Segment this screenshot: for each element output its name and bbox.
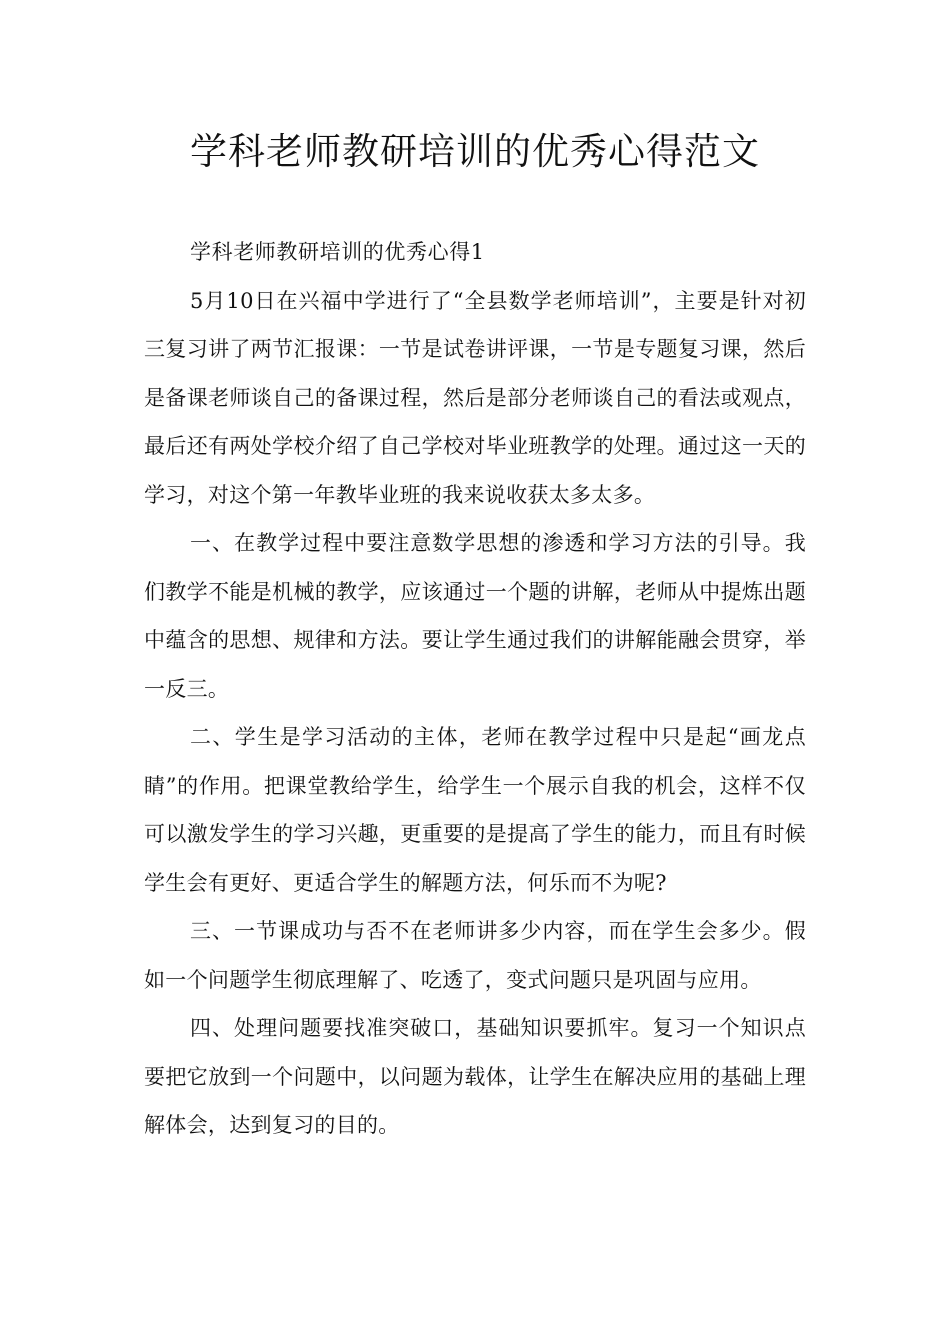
paragraph-point-3: 三、一节课成功与否不在老师讲多少内容，而在学生会多少。假如一个问题学生彻底理解了、吃透了，变式问题只是巩固与应用。	[144, 919, 806, 992]
paragraph-point-1: 一、在教学过程中要注意数学思想的渗透和学习方法的引导。我们教学不能是机械的教学，应该通过一个题的讲解，老师从中提炼出题中蕴含的思想、规律和方法。要让学生通过我们的讲解能融会贯穿，举一反三。	[144, 531, 806, 701]
section-heading: 学科老师教研培训的优秀心得1	[190, 240, 485, 264]
paragraph-point-2: 二、学生是学习活动的主体，老师在教学过程中只是起“画龙点睛”的作用。把课堂教给学生，给学生一个展示自我的机会，这样不仅可以激发学生的学习兴趣，更重要的是提高了学生的能力，而且有时候学生会有更好、更适合学生的解题方法，何乐而不为呢?	[144, 725, 806, 895]
paragraph-point-4: 四、处理问题要找准突破口，基础知识要抓牢。复习一个知识点要把它放到一个问题中，以问题为载体，让学生在解决应用的基础上理解体会，达到复习的目的。	[144, 1016, 806, 1137]
document-body	[144, 228, 806, 1150]
paragraph-intro: 5月10日在兴福中学进行了“全县数学老师培训”，主要是针对初三复习讲了两节汇报课：一节是试卷讲评课，一节是专题复习课，然后是备课老师谈自己的备课过程，然后是部分老师谈自己的看法或观点，最后还有两处学校介绍了自己学校对毕业班教学的处理。通过这一天的学习，对这个第一年教毕业班的我来说收获太多太多。	[144, 288, 806, 507]
document-title: 学科老师教研培训的优秀心得范文	[190, 130, 760, 173]
